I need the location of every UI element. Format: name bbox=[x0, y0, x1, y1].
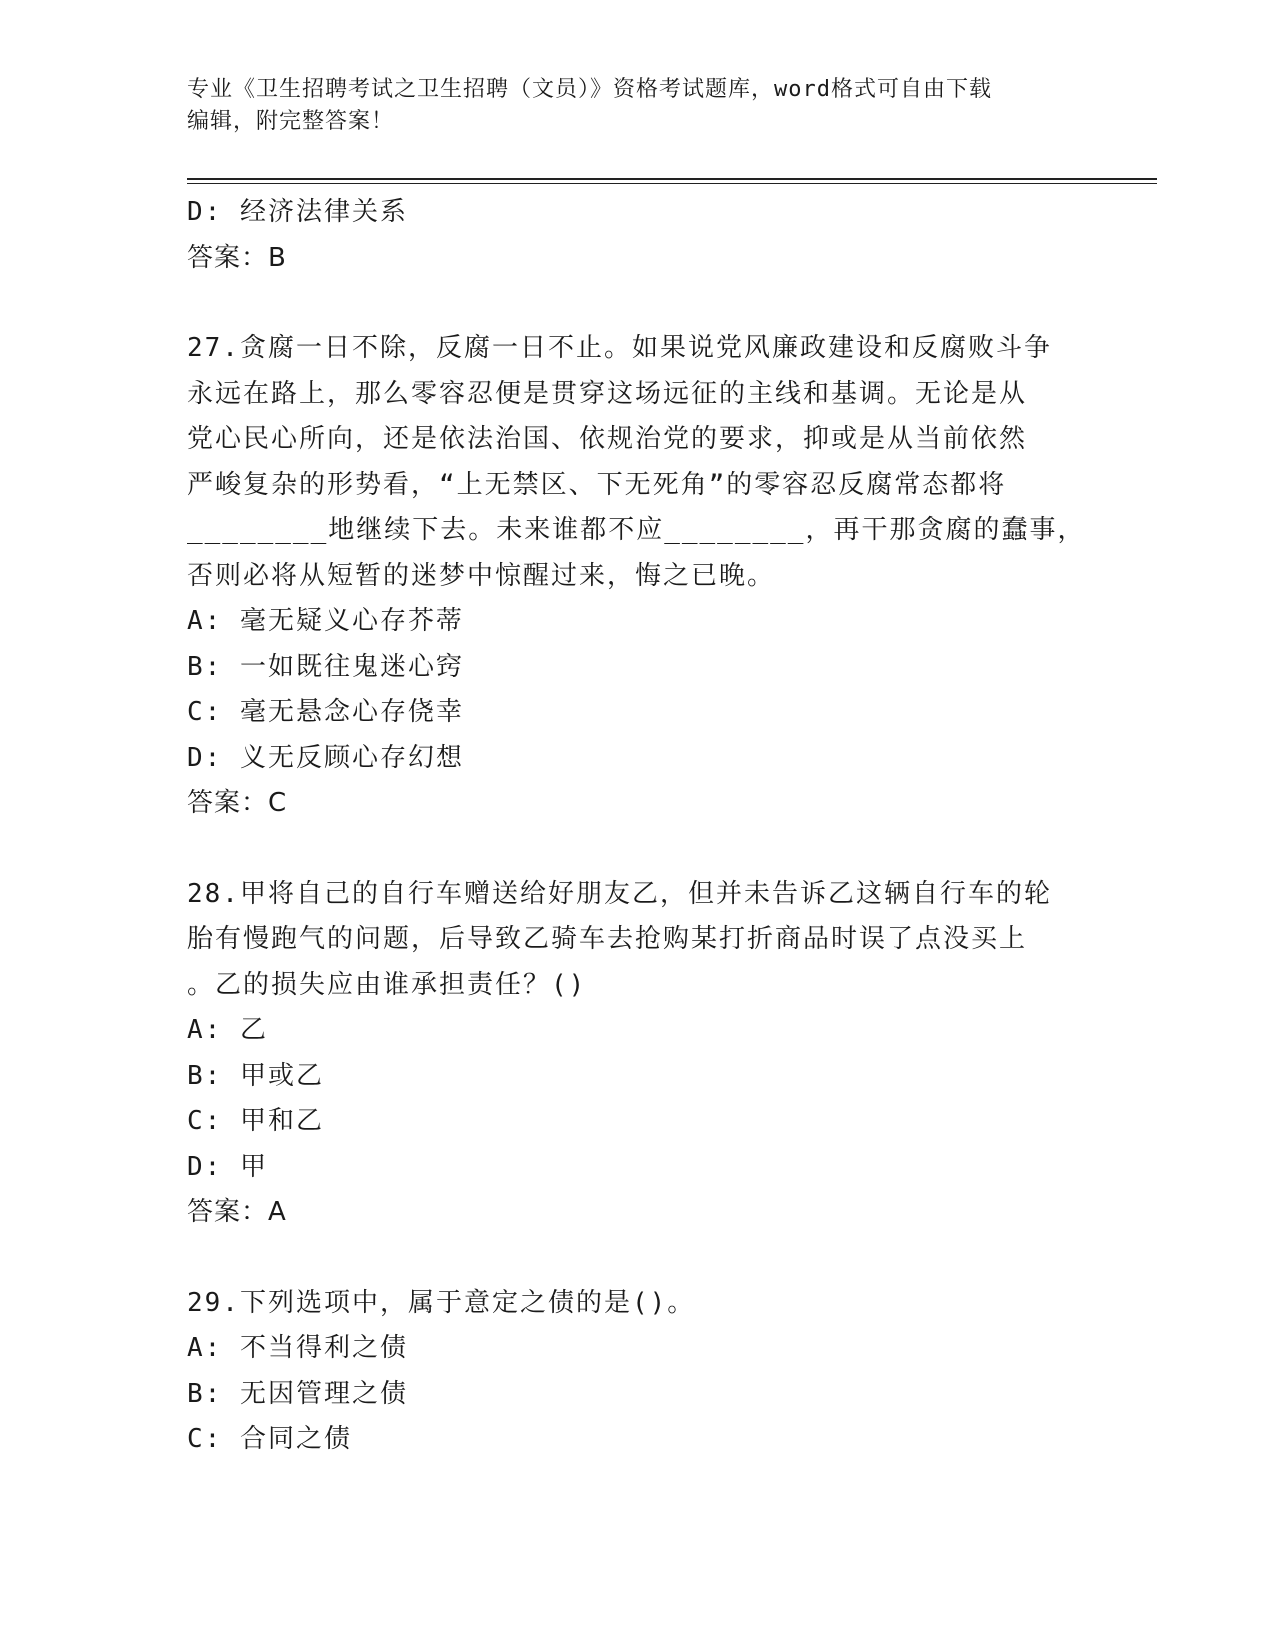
prev-option-d: D: 经济法律关系 bbox=[187, 197, 408, 227]
option-d: D: 义无反顾心存幻想 bbox=[187, 742, 464, 773]
option-c: C: 合同之债 bbox=[187, 1424, 352, 1454]
question-stem-line: 29.下列选项中，属于意定之债的是()。 bbox=[187, 1287, 696, 1318]
option-c: C: 毫无悬念心存侥幸 bbox=[187, 697, 464, 727]
option-b: B: 甲或乙 bbox=[187, 1060, 324, 1091]
option-b: B: 一如既往鬼迷心窍 bbox=[187, 651, 464, 682]
question-29 bbox=[187, 1281, 1087, 1463]
question-28 bbox=[187, 872, 1087, 1236]
prev-answer: 答案：B bbox=[187, 242, 287, 273]
question-stem-line: 永远在路上，那么零容忍便是贯穿这场远征的主线和基调。无论是从 bbox=[187, 378, 1028, 409]
header-divider-thick bbox=[187, 178, 1157, 180]
option-c: C: 甲和乙 bbox=[187, 1106, 324, 1136]
answer: 答案：A bbox=[187, 1197, 287, 1227]
header-line-2: 编辑，附完整答案！ bbox=[187, 109, 395, 134]
question-stem-line: 胎有慢跑气的问题，后导致乙骑车去抢购某打折商品时误了点没买上 bbox=[187, 924, 1028, 954]
question-stem-line: 严峻复杂的形势看，“上无禁区、下无死角”的零容忍反腐常态都将 bbox=[187, 469, 1007, 500]
question-stem-line: ________地继续下去。未来谁都不应________，再干那贪腐的蠢事， bbox=[187, 515, 1086, 545]
question-27 bbox=[187, 326, 1087, 827]
option-d: D: 甲 bbox=[187, 1151, 268, 1182]
answer: 答案：C bbox=[187, 788, 288, 818]
option-a: A: 不当得利之债 bbox=[187, 1333, 408, 1363]
question-body bbox=[187, 190, 1087, 1463]
option-a: A: 毫无疑义心存芥蒂 bbox=[187, 606, 464, 636]
page-header bbox=[187, 74, 1067, 138]
question-stem-line: 。乙的损失应由谁承担责任？() bbox=[187, 969, 587, 1000]
option-b: B: 无因管理之债 bbox=[187, 1378, 408, 1409]
question-stem-line: 否则必将从短暂的迷梦中惊醒过来，悔之已晚。 bbox=[187, 560, 776, 591]
header-divider-thin bbox=[187, 183, 1157, 184]
question-stem-line: 28.甲将自己的自行车赠送给好朋友乙，但并未告诉乙这辆自行车的轮 bbox=[187, 878, 1052, 909]
question-stem-line: 党心民心所向，还是依法治国、依规治党的要求，抑或是从当前依然 bbox=[187, 424, 1028, 454]
header-line-1: 专业《卫生招聘考试之卫生招聘（文员）》资格考试题库，word格式可自由下载 bbox=[187, 77, 992, 102]
question-stem-line: 27.贪腐一日不除，反腐一日不止。如果说党风廉政建设和反腐败斗争 bbox=[187, 333, 1052, 363]
option-a: A: 乙 bbox=[187, 1015, 268, 1045]
